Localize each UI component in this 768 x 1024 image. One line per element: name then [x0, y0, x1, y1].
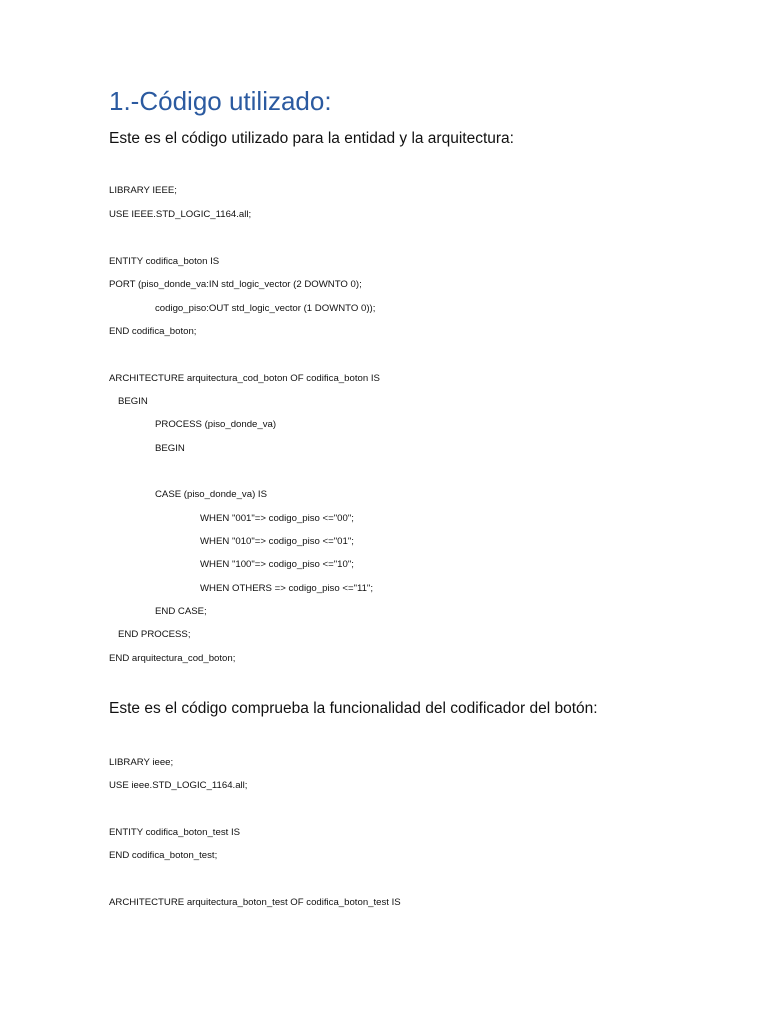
code-line: ARCHITECTURE arquitectura_cod_boton OF codifica_boton IS — [109, 373, 380, 384]
code-line: BEGIN — [118, 396, 148, 407]
code-line: PORT (piso_donde_va:IN std_logic_vector (2 DOWNTO 0); — [109, 279, 362, 290]
code-line: CASE (piso_donde_va) IS — [155, 489, 267, 500]
code-line: END codifica_boton_test; — [109, 850, 218, 861]
intro-paragraph-entity: Este es el código utilizado para la entidad y la arquitectura: — [109, 130, 514, 147]
code-line: codigo_piso:OUT std_logic_vector (1 DOWNTO 0)); — [155, 303, 376, 314]
code-line: END PROCESS; — [118, 629, 191, 640]
code-line: PROCESS (piso_donde_va) — [155, 419, 277, 430]
code-line: END codifica_boton; — [109, 326, 197, 337]
code-line: LIBRARY IEEE; — [109, 185, 177, 196]
code-line: ENTITY codifica_boton_test IS — [109, 827, 241, 838]
code-line: LIBRARY ieee; — [109, 757, 174, 768]
code-line: END arquitectura_cod_boton; — [109, 653, 236, 664]
code-line: WHEN OTHERS => codigo_piso <="11"; — [200, 583, 374, 594]
code-line: ENTITY codifica_boton IS — [109, 256, 220, 267]
code-line: WHEN "100"=> codigo_piso <="10"; — [200, 559, 354, 570]
code-line: BEGIN — [155, 443, 185, 454]
code-line: USE ieee.STD_LOGIC_1164.all; — [109, 780, 248, 791]
code-line: END CASE; — [155, 606, 207, 617]
code-line: WHEN "001"=> codigo_piso <="00"; — [200, 513, 354, 524]
code-line: ARCHITECTURE arquitectura_boton_test OF codifica_boton_test IS — [109, 897, 401, 908]
section-heading: 1.-Código utilizado: — [109, 86, 332, 116]
code-line: WHEN "010"=> codigo_piso <="01"; — [200, 536, 354, 547]
code-line: USE IEEE.STD_LOGIC_1164.all; — [109, 209, 252, 220]
intro-paragraph-test: Este es el código comprueba la funcionalidad del codificador del botón: — [109, 700, 598, 717]
